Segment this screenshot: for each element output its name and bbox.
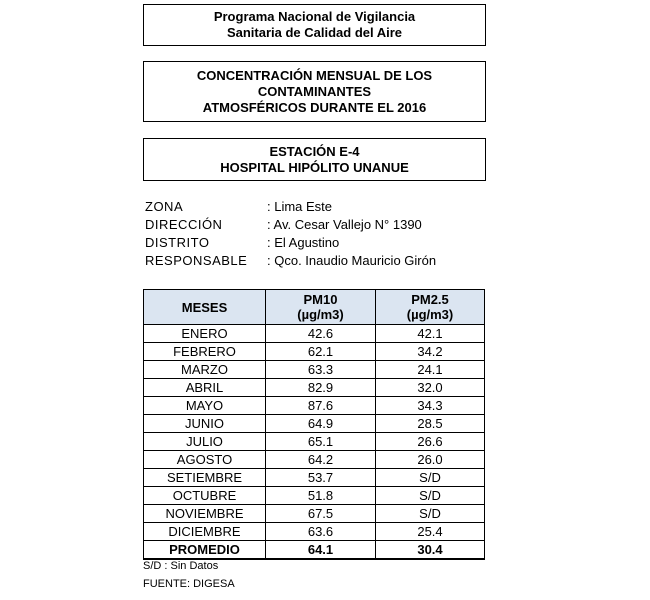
pm10-cell: 64.2	[266, 451, 376, 469]
month-cell: ABRIL	[144, 379, 266, 397]
month-cell: SETIEMBRE	[144, 469, 266, 487]
month-cell: MARZO	[144, 361, 266, 379]
pm10-cell: 63.3	[266, 361, 376, 379]
pm25-cell: S/D	[376, 505, 485, 523]
info-row-responsable	[145, 252, 436, 270]
pm25-cell: S/D	[376, 469, 485, 487]
month-cell: PROMEDIO	[144, 541, 266, 560]
station-name: HOSPITAL HIPÓLITO UNANUE	[220, 159, 409, 175]
program-header-box	[143, 4, 486, 46]
header-months: MESES	[144, 290, 266, 325]
table-row	[144, 523, 485, 541]
station-box	[143, 138, 486, 181]
header-pm10	[266, 290, 376, 325]
table-row	[144, 361, 485, 379]
header-pm25-label: PM2.5	[411, 292, 449, 307]
info-value: : Av. Cesar Vallejo N° 1390	[267, 217, 422, 232]
info-row-direccion	[145, 216, 436, 234]
info-value: : Lima Este	[267, 199, 333, 214]
station-info	[145, 198, 436, 270]
pm10-cell: 53.7	[266, 469, 376, 487]
pm10-cell: 82.9	[266, 379, 376, 397]
table-row	[144, 343, 485, 361]
pm25-cell: 30.4	[376, 541, 485, 560]
pm10-cell: 63.6	[266, 523, 376, 541]
pm25-cell: 42.1	[376, 325, 485, 343]
pm10-cell: 51.8	[266, 487, 376, 505]
station-code: ESTACIÓN E-4	[269, 143, 360, 159]
header-pm10-unit: (µg/m3)	[297, 307, 344, 322]
table-row	[144, 541, 485, 560]
pm25-cell: 32.0	[376, 379, 485, 397]
table-header-row	[144, 290, 485, 325]
pm10-cell: 42.6	[266, 325, 376, 343]
pm25-cell: 26.0	[376, 451, 485, 469]
legend-note: S/D : Sin Datos	[143, 560, 219, 572]
info-label: RESPONSABLE	[145, 253, 248, 268]
month-cell: JUNIO	[144, 415, 266, 433]
month-cell: DICIEMBRE	[144, 523, 266, 541]
table-row	[144, 487, 485, 505]
program-name-line1: Programa Nacional de Vigilancia	[213, 9, 416, 24]
program-name-line2: Sanitaria de Calidad del Aire	[226, 25, 403, 40]
report-title-line3: ATMOSFÉRICOS DURANTE EL 2016	[202, 99, 427, 115]
pm10-cell: 62.1	[266, 343, 376, 361]
month-cell: OCTUBRE	[144, 487, 266, 505]
info-row-zona	[145, 198, 436, 216]
pm25-cell: 24.1	[376, 361, 485, 379]
month-cell: FEBRERO	[144, 343, 266, 361]
info-row-distrito	[145, 234, 436, 252]
pm25-cell: 34.3	[376, 397, 485, 415]
table-row	[144, 505, 485, 523]
header-pm10-label: PM10	[303, 292, 338, 307]
pm10-cell: 64.9	[266, 415, 376, 433]
table-row	[144, 379, 485, 397]
month-cell: JULIO	[144, 433, 266, 451]
pm25-cell: 28.5	[376, 415, 485, 433]
month-cell: NOVIEMBRE	[144, 505, 266, 523]
table-row	[144, 415, 485, 433]
report-title-line2: CONTAMINANTES	[257, 83, 372, 99]
header-pm25-unit: (µg/m3)	[406, 307, 454, 322]
table-row	[144, 397, 485, 415]
pm10-cell: 87.6	[266, 397, 376, 415]
table-row	[144, 469, 485, 487]
table-row	[144, 325, 485, 343]
month-cell: MAYO	[144, 397, 266, 415]
pm10-cell: 64.1	[266, 541, 376, 560]
table-row	[144, 433, 485, 451]
pm25-cell: 25.4	[376, 523, 485, 541]
report-title-line1: CONCENTRACIÓN MENSUAL DE LOS	[196, 67, 433, 83]
pm25-cell: 26.6	[376, 433, 485, 451]
table-row	[144, 451, 485, 469]
header-pm25	[376, 290, 485, 325]
info-value: : El Agustino	[267, 235, 340, 250]
source-note: FUENTE: DIGESA	[143, 578, 235, 590]
info-label: DISTRITO	[145, 235, 210, 250]
info-label: DIRECCIÓN	[145, 217, 223, 232]
pm25-cell: 34.2	[376, 343, 485, 361]
info-value: : Qco. Inaudio Mauricio Girón	[267, 253, 437, 268]
pm10-cell: 67.5	[266, 505, 376, 523]
table-body	[144, 325, 485, 560]
month-cell: AGOSTO	[144, 451, 266, 469]
report-title-box	[143, 61, 486, 122]
info-label: ZONA	[145, 199, 184, 214]
pm10-cell: 65.1	[266, 433, 376, 451]
concentration-table	[143, 289, 485, 560]
pm25-cell: S/D	[376, 487, 485, 505]
month-cell: ENERO	[144, 325, 266, 343]
